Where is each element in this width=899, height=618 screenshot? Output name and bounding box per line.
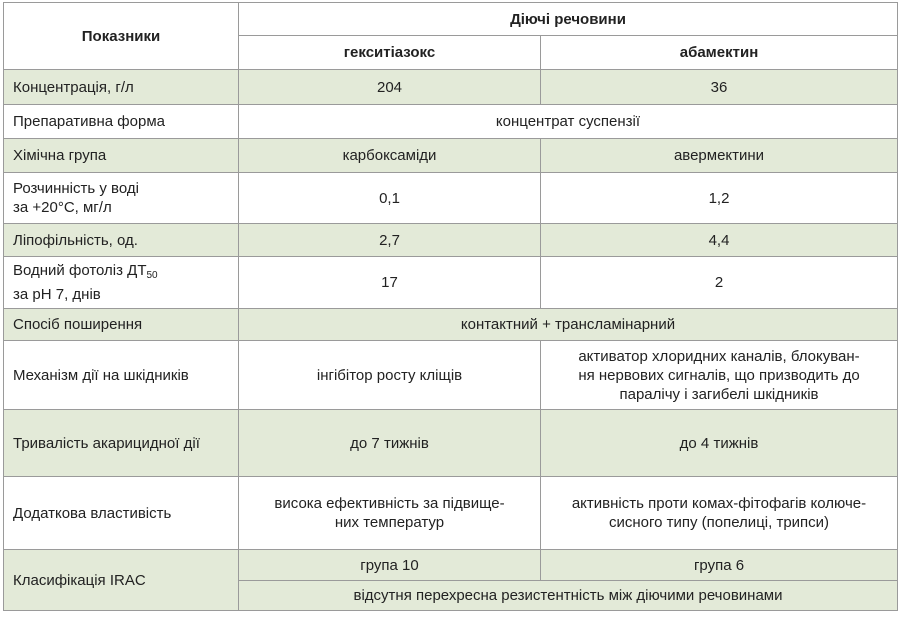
row-photolysis xyxy=(4,257,898,309)
row-extra-property xyxy=(4,477,898,550)
header-abamectin: абамектин xyxy=(541,36,898,70)
row-label: Додаткова властивість xyxy=(4,477,239,550)
row-label xyxy=(4,257,239,309)
cell-abamectin xyxy=(541,477,898,550)
cell-line: ня нервових сигналів, що призводить до xyxy=(578,366,860,384)
cell-shared: концентрат суспензії xyxy=(239,105,898,139)
row-label: Хімічна група xyxy=(4,139,239,173)
cell-abamectin: 1,2 xyxy=(541,173,898,224)
cell-abamectin: авермектини xyxy=(541,139,898,173)
row-irac xyxy=(4,550,898,581)
cell-hexythiazox: група 10 xyxy=(239,550,541,581)
row-label: Ліпофільність, од. xyxy=(4,224,239,257)
cell-hexythiazox: 204 xyxy=(239,70,541,105)
row-spread xyxy=(4,309,898,341)
row-label: Тривалість акарицидної дії xyxy=(4,410,239,477)
row-label: Механізм дії на шкідників xyxy=(4,341,239,410)
row-label-line2: за рН 7, днів xyxy=(13,286,101,303)
cell-hexythiazox: 17 xyxy=(239,257,541,309)
cell-abamectin: 2 xyxy=(541,257,898,309)
row-label xyxy=(4,173,239,224)
row-solubility xyxy=(4,173,898,224)
cell-line: активатор хлоридних каналів, блокуван- xyxy=(578,347,860,365)
row-mechanism xyxy=(4,341,898,410)
properties-table xyxy=(3,2,898,611)
cell-hexythiazox xyxy=(239,477,541,550)
row-duration xyxy=(4,410,898,477)
cell-hexythiazox: 2,7 xyxy=(239,224,541,257)
row-label: Спосіб поширення xyxy=(4,309,239,341)
cell-abamectin: група 6 xyxy=(541,550,898,581)
row-label-line1: Розчинність у воді xyxy=(13,180,139,197)
row-concentration xyxy=(4,70,898,105)
row-lipophilicity xyxy=(4,224,898,257)
header-active-substances: Діючі речовини xyxy=(239,3,898,36)
cell-hexythiazox: інгібітор росту кліщів xyxy=(239,341,541,410)
cell-line: активність проти комах-фітофагів колюче- xyxy=(571,495,867,512)
cell-hexythiazox: 0,1 xyxy=(239,173,541,224)
cell-shared: відсутня перехресна резистентність між діючими речовинами xyxy=(239,581,898,611)
row-chemical-group xyxy=(4,139,898,173)
cell-abamectin: до 4 тижнів xyxy=(541,410,898,477)
row-label-line1: Водний фотоліз ДТ xyxy=(13,262,147,279)
row-label: Концентрація, г/л xyxy=(4,70,239,105)
row-label: Класифікація IRAC xyxy=(4,550,239,611)
row-label-line2: за +20°С, мг/л xyxy=(13,199,112,216)
cell-line: них температур xyxy=(334,514,445,531)
header-indicators: Показники xyxy=(4,3,239,70)
row-formulation xyxy=(4,105,898,139)
cell-hexythiazox: карбоксаміди xyxy=(239,139,541,173)
cell-line: сисного типу (попелиці, трипси) xyxy=(608,514,830,531)
cell-line: паралічу і загибелі шкідників xyxy=(619,385,819,403)
cell-hexythiazox: до 7 тижнів xyxy=(239,410,541,477)
cell-shared: контактний + трансламінарний xyxy=(239,309,898,341)
subscript: 50 xyxy=(146,270,158,281)
row-label: Препаративна форма xyxy=(4,105,239,139)
cell-abamectin: 4,4 xyxy=(541,224,898,257)
header-hexythiazox: гекситіазокс xyxy=(239,36,541,70)
cell-abamectin: 36 xyxy=(541,70,898,105)
cell-abamectin xyxy=(541,341,898,410)
cell-line: висока ефективність за підвище- xyxy=(274,495,505,512)
